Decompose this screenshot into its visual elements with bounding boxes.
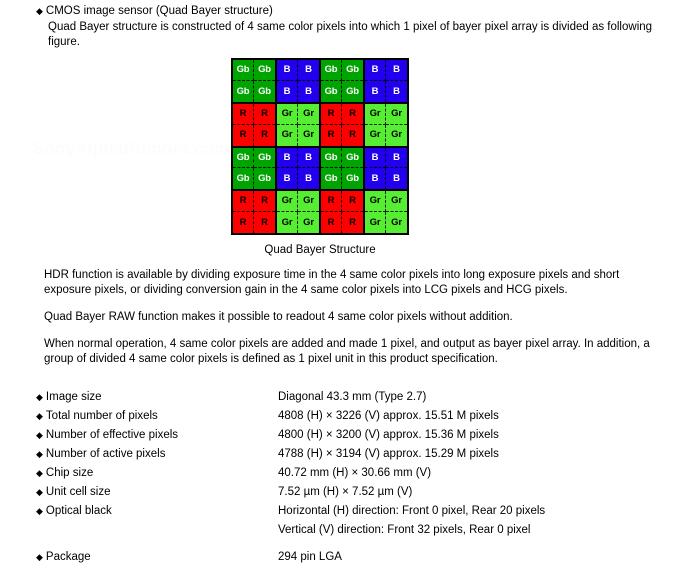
bayer-subpixel-b: B bbox=[365, 148, 386, 169]
bayer-subpixel-gr: Gr bbox=[365, 212, 386, 233]
bayer-subpixel-gb: Gb bbox=[233, 168, 254, 189]
bayer-subpixel-b: B bbox=[386, 81, 407, 102]
bayer-subpixel-gb: Gb bbox=[321, 60, 342, 81]
intro-section bbox=[36, 4, 656, 50]
bayer-subpixel-r: R bbox=[342, 104, 363, 125]
bayer-superpixel-b bbox=[277, 60, 319, 102]
bayer-subpixel-r: R bbox=[233, 191, 254, 212]
bayer-subpixel-gr: Gr bbox=[277, 212, 298, 233]
diamond-bullet-icon: ◆ bbox=[36, 411, 43, 421]
bayer-subpixel-r: R bbox=[321, 125, 342, 146]
bayer-subpixel-gb: Gb bbox=[254, 148, 275, 169]
bayer-superpixel-b bbox=[365, 148, 407, 190]
intro-body bbox=[36, 20, 656, 50]
bayer-subpixel-gb: Gb bbox=[233, 81, 254, 102]
bayer-subpixel-gb: Gb bbox=[254, 168, 275, 189]
bayer-subpixel-gr: Gr bbox=[277, 104, 298, 125]
spec-values bbox=[278, 388, 666, 407]
spec-row bbox=[36, 407, 666, 426]
watermark: SonyAlphaRumors.com bbox=[33, 139, 230, 158]
spec-label-text: Image size bbox=[45, 391, 102, 403]
spec-row bbox=[36, 426, 666, 445]
bayer-subpixel-gr: Gr bbox=[298, 191, 319, 212]
spec-value-line: 7.52 µm (H) × 7.52 µm (V) bbox=[278, 486, 413, 498]
diamond-bullet-icon: ◆ bbox=[36, 552, 43, 562]
bayer-subpixel-b: B bbox=[365, 81, 386, 102]
bayer-subpixel-r: R bbox=[233, 104, 254, 125]
bayer-subpixel-b: B bbox=[386, 168, 407, 189]
spec-label-text: Package bbox=[45, 551, 91, 563]
bayer-subpixel-gb: Gb bbox=[321, 148, 342, 169]
bayer-subpixel-r: R bbox=[321, 212, 342, 233]
spec-value-line: Diagonal 43.3 mm (Type 2.7) bbox=[278, 391, 427, 403]
bayer-superpixel-gb bbox=[321, 148, 363, 190]
bayer-subpixel-gr: Gr bbox=[365, 191, 386, 212]
bayer-subpixel-gb: Gb bbox=[342, 168, 363, 189]
spec-label bbox=[36, 388, 278, 407]
spec-label-text: Optical black bbox=[45, 505, 112, 517]
diamond-bullet-icon: ◆ bbox=[36, 430, 43, 440]
bayer-superpixel-gr bbox=[365, 191, 407, 233]
spec-row bbox=[36, 388, 666, 407]
spec-row bbox=[36, 464, 666, 483]
bayer-subpixel-r: R bbox=[342, 212, 363, 233]
spec-row bbox=[36, 502, 666, 540]
spec-label bbox=[36, 464, 278, 483]
bayer-subpixel-gr: Gr bbox=[277, 125, 298, 146]
bayer-subpixel-gr: Gr bbox=[365, 125, 386, 146]
bayer-subpixel-gb: Gb bbox=[321, 168, 342, 189]
spec-value-line: Vertical (V) direction: Front 32 pixels, Rear 0 pixel bbox=[278, 524, 531, 536]
diamond-bullet-icon: ◆ bbox=[36, 468, 43, 478]
spec-label-text: Number of effective pixels bbox=[45, 429, 179, 441]
bayer-subpixel-b: B bbox=[298, 60, 319, 81]
bayer-subpixel-b: B bbox=[277, 81, 298, 102]
bayer-subpixel-b: B bbox=[277, 148, 298, 169]
spec-row bbox=[36, 548, 666, 567]
bayer-grid bbox=[231, 58, 409, 235]
bayer-superpixel-r bbox=[321, 104, 363, 146]
bayer-subpixel-b: B bbox=[298, 168, 319, 189]
spec-label bbox=[36, 548, 278, 567]
diamond-bullet-icon: ◆ bbox=[36, 392, 43, 402]
quad-bayer-figure bbox=[231, 58, 409, 256]
bayer-subpixel-b: B bbox=[386, 60, 407, 81]
intro-heading: CMOS image sensor (Quad Bayer structure) bbox=[45, 5, 273, 17]
spec-label bbox=[36, 407, 278, 426]
bayer-superpixel-gr bbox=[365, 104, 407, 146]
spec-spacer bbox=[36, 540, 666, 548]
spec-value-line: Horizontal (H) direction: Front 0 pixel, Rear 20 pixels bbox=[278, 505, 546, 517]
bayer-subpixel-gb: Gb bbox=[254, 81, 275, 102]
spec-value-line: 4788 (H) × 3194 (V) approx. 15.29 M pixels bbox=[278, 448, 499, 460]
bayer-subpixel-b: B bbox=[277, 168, 298, 189]
spec-values bbox=[278, 548, 666, 567]
bayer-subpixel-r: R bbox=[254, 191, 275, 212]
spec-value-line: 4800 (H) × 3200 (V) approx. 15.36 M pixels bbox=[278, 429, 499, 441]
bayer-subpixel-b: B bbox=[386, 148, 407, 169]
spec-label bbox=[36, 502, 278, 521]
bayer-superpixel-r bbox=[233, 191, 275, 233]
bayer-subpixel-b: B bbox=[365, 168, 386, 189]
bayer-subpixel-gr: Gr bbox=[386, 191, 407, 212]
spec-values bbox=[278, 445, 666, 464]
bayer-subpixel-r: R bbox=[233, 212, 254, 233]
bayer-subpixel-gr: Gr bbox=[386, 125, 407, 146]
bayer-subpixel-r: R bbox=[321, 191, 342, 212]
bayer-subpixel-b: B bbox=[277, 60, 298, 81]
description-section bbox=[44, 268, 658, 367]
bayer-subpixel-r: R bbox=[254, 212, 275, 233]
bayer-subpixel-gb: Gb bbox=[233, 60, 254, 81]
diamond-bullet-icon: ◆ bbox=[36, 6, 43, 16]
specification-list bbox=[36, 388, 666, 567]
bayer-subpixel-r: R bbox=[233, 125, 254, 146]
intro-heading-row bbox=[36, 4, 656, 19]
bayer-subpixel-gb: Gb bbox=[342, 81, 363, 102]
bayer-superpixel-gb bbox=[233, 148, 275, 190]
spec-label-text: Chip size bbox=[45, 467, 94, 479]
spec-label bbox=[36, 445, 278, 464]
spec-value-line: 294 pin LGA bbox=[278, 551, 342, 563]
bayer-superpixel-r bbox=[321, 191, 363, 233]
bayer-subpixel-gr: Gr bbox=[298, 125, 319, 146]
bayer-subpixel-r: R bbox=[254, 104, 275, 125]
spec-values bbox=[278, 483, 666, 502]
bayer-subpixel-gr: Gr bbox=[298, 104, 319, 125]
bayer-superpixel-b bbox=[365, 60, 407, 102]
bayer-subpixel-r: R bbox=[342, 125, 363, 146]
description-paragraph: Quad Bayer RAW function makes it possible to readout 4 same color pixels without addition. bbox=[44, 311, 513, 323]
bayer-subpixel-gr: Gr bbox=[386, 104, 407, 125]
spec-value-line: 4808 (H) × 3226 (V) approx. 15.51 M pixels bbox=[278, 410, 499, 422]
diamond-bullet-icon: ◆ bbox=[36, 449, 43, 459]
spec-row bbox=[36, 445, 666, 464]
spec-values bbox=[278, 426, 666, 445]
spec-label-text: Number of active pixels bbox=[45, 448, 166, 460]
bayer-subpixel-b: B bbox=[365, 60, 386, 81]
diamond-bullet-icon: ◆ bbox=[36, 487, 43, 497]
bayer-subpixel-gb: Gb bbox=[321, 81, 342, 102]
spec-label-text: Unit cell size bbox=[45, 486, 111, 498]
bayer-superpixel-b bbox=[277, 148, 319, 190]
bayer-subpixel-b: B bbox=[298, 81, 319, 102]
bayer-superpixel-gb bbox=[321, 60, 363, 102]
bayer-subpixel-gb: Gb bbox=[254, 60, 275, 81]
bayer-superpixel-r bbox=[233, 104, 275, 146]
spec-label-text: Total number of pixels bbox=[45, 410, 158, 422]
intro-body-text: Quad Bayer structure is constructed of 4 same color pixels into which 1 pixel of bayer pixel array is divided as following figure. bbox=[48, 21, 653, 48]
bayer-subpixel-gr: Gr bbox=[298, 212, 319, 233]
bayer-subpixel-gr: Gr bbox=[365, 104, 386, 125]
spec-value-line: 40.72 mm (H) × 30.66 mm (V) bbox=[278, 467, 432, 479]
description-paragraph: HDR function is available by dividing exposure time in the 4 same color pixels into long exposure pixels and short exposure pixels, or dividing conversion gain in the 4 same color pixels into LCG pixels and HCG pixels. bbox=[44, 269, 620, 296]
spec-values bbox=[278, 464, 666, 483]
bayer-subpixel-r: R bbox=[321, 104, 342, 125]
spec-label bbox=[36, 426, 278, 445]
bayer-subpixel-gb: Gb bbox=[342, 60, 363, 81]
spec-label bbox=[36, 483, 278, 502]
bayer-superpixel-gb bbox=[233, 60, 275, 102]
bayer-superpixel-gr bbox=[277, 191, 319, 233]
bayer-subpixel-gr: Gr bbox=[386, 212, 407, 233]
bayer-superpixel-gr bbox=[277, 104, 319, 146]
spec-values bbox=[278, 407, 666, 426]
spec-values bbox=[278, 502, 666, 540]
bayer-subpixel-gb: Gb bbox=[233, 148, 254, 169]
spec-row bbox=[36, 483, 666, 502]
bayer-subpixel-r: R bbox=[254, 125, 275, 146]
description-paragraph: When normal operation, 4 same color pixels are added and made 1 pixel, and output as bayer pixel array. In addition, a group of divided 4 same color pixels is defined as 1 pixel unit in this product specification. bbox=[44, 338, 650, 365]
figure-caption: Quad Bayer Structure bbox=[264, 244, 376, 256]
bayer-subpixel-b: B bbox=[298, 148, 319, 169]
bayer-subpixel-r: R bbox=[342, 191, 363, 212]
diamond-bullet-icon: ◆ bbox=[36, 506, 43, 516]
bayer-subpixel-gb: Gb bbox=[342, 148, 363, 169]
bayer-subpixel-gr: Gr bbox=[277, 191, 298, 212]
